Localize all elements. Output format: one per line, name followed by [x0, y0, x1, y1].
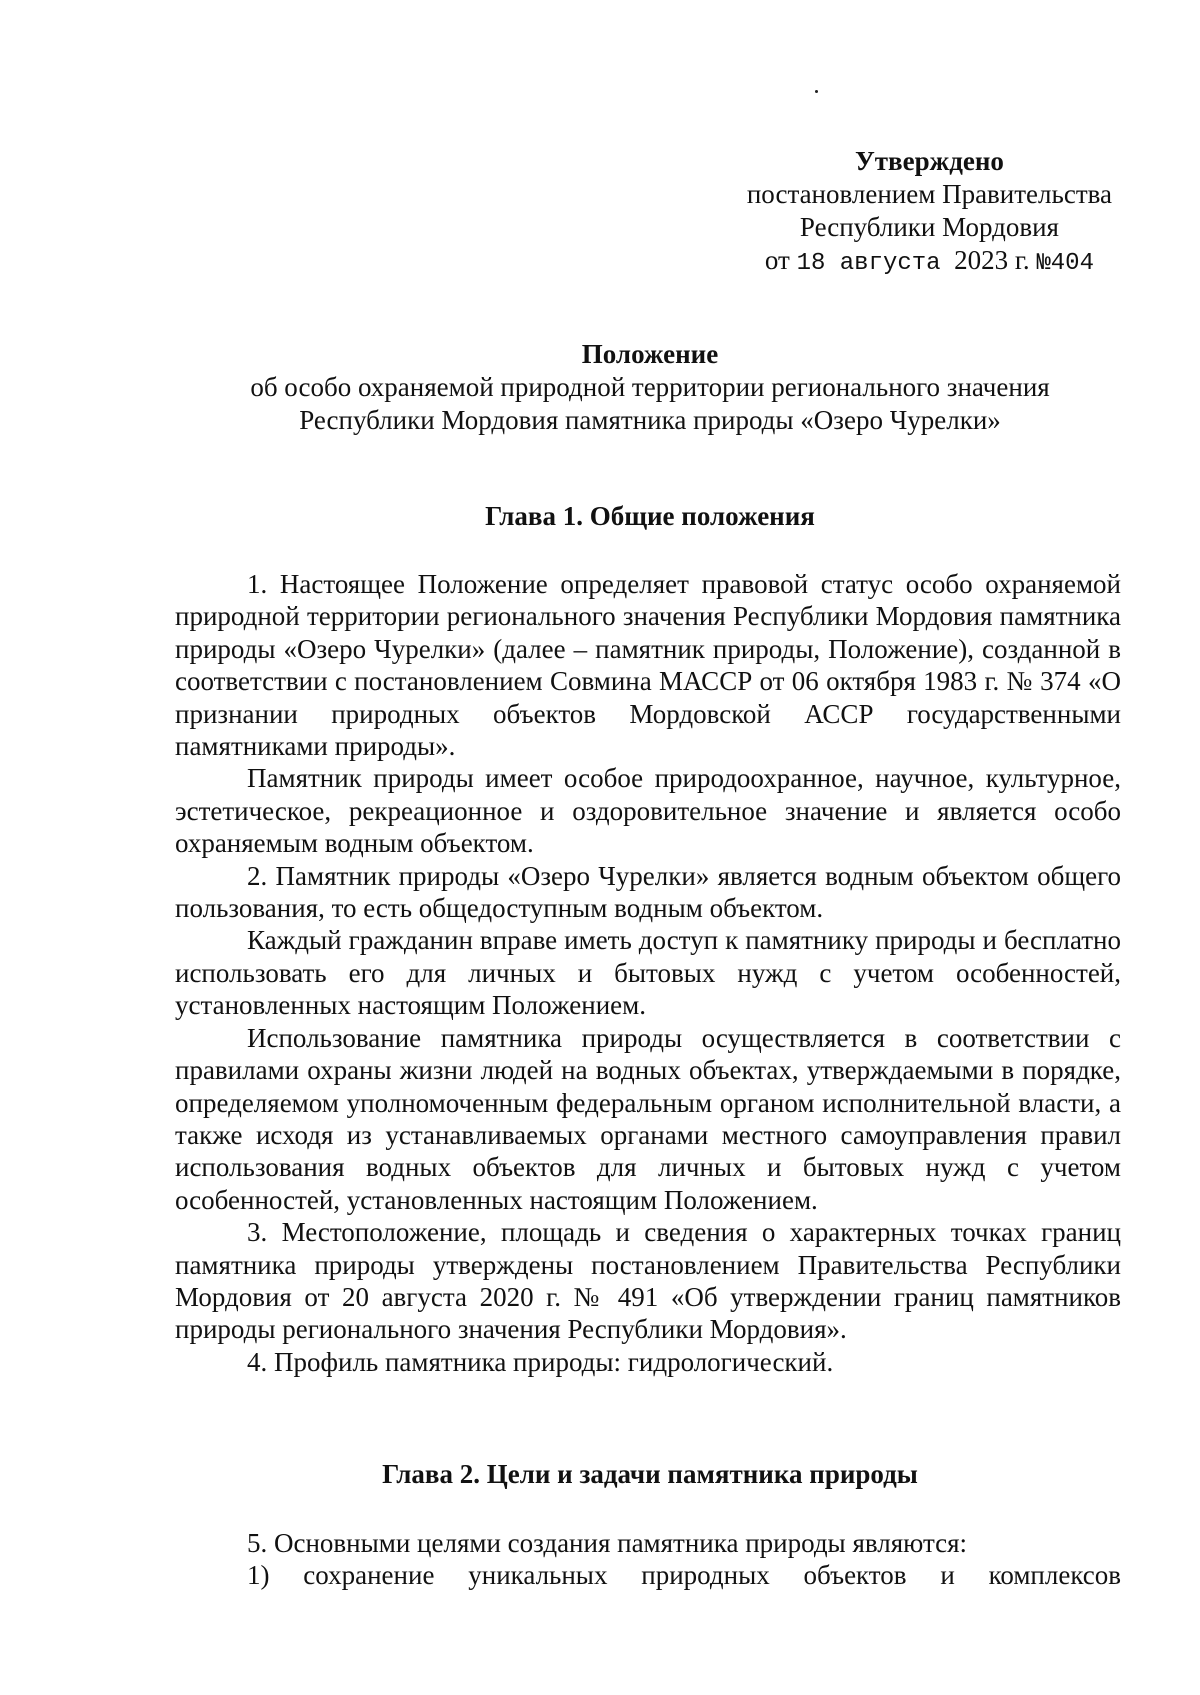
document-title-main: Положение — [581, 339, 719, 369]
approval-date-value: 18 августа — [796, 250, 941, 277]
chapter-2-body — [175, 1527, 1121, 1592]
approval-date-line — [747, 244, 1112, 280]
scan-speck — [815, 90, 818, 93]
approval-date-prefix: от — [764, 245, 790, 275]
document-title-line-2: Республики Мордовия памятника природы «Озеро Чурелки» — [299, 405, 1001, 435]
approval-line-2: Республики Мордовия — [799, 212, 1059, 242]
paragraph: Использование памятника природы осуществляется в соответствии с правилами охраны жизни людей на водных объектах, утверждаемыми в порядке, определяемом уполномоченным федеральным органом исполнительной власти, а также исходя из устанавливаемых органами местного самоуправления правил использования водных объектов для личных и бытовых нужд с учетом особенностей, установленных настоящим Положением. — [175, 1022, 1121, 1215]
document-title-line-1: об особо охраняемой природной территории регионального значения — [250, 372, 1050, 402]
approval-heading: Утверждено — [854, 146, 1004, 176]
paragraph: 1. Настоящее Положение определяет правовой статус особо охраняемой природной территории регионального значения Республики Мордовия памятника природы «Озеро Чурелки» (далее – памятник природы, Положение), созданной в соответствии с постановлением Совмина МАССР от 06 октября 1983 г. № 374 «О признании природных объектов Мордовской АССР государственными памятниками природы». — [175, 569, 1121, 762]
paragraph: 5. Основными целями создания памятника природы являются: — [247, 1528, 967, 1558]
chapter-1-body — [175, 568, 1121, 1378]
paragraph: 3. Местоположение, площадь и сведения о характерных точках границ памятника природы утверждены постановлением Правительства Республики Мордовия от 20 августа 2020 г. № 491 «Об утверждении границ памятников природы регионального значения Республики Мордовия». — [175, 1217, 1121, 1345]
approval-block — [747, 145, 1112, 280]
approval-year: 2023 г. — [954, 245, 1030, 275]
paragraph: 1) сохранение уникальных природных объектов и комплексов — [247, 1560, 1121, 1591]
approval-line-1: постановлением Правительства — [746, 179, 1112, 209]
paragraph: 4. Профиль памятника природы: гидрологический. — [247, 1346, 834, 1377]
approval-number: №404 — [1036, 250, 1094, 277]
paragraph: 2. Памятник природы «Озеро Чурелки» является водным объектом общего пользования, то есть общедоступным водным объектом. — [175, 860, 1121, 924]
chapter-1-heading: Глава 1. Общие положения — [485, 501, 815, 531]
paragraph: Каждый гражданин вправе иметь доступ к памятнику природы и бесплатно использовать его для личных и бытовых нужд с учетом особенностей, установленных настоящим Положением. — [175, 925, 1121, 1021]
document-title — [160, 338, 1140, 437]
chapter-2-heading: Глава 2. Цели и задачи памятника природы — [382, 1459, 918, 1489]
paragraph: Памятник природы имеет особое природоохранное, научное, культурное, эстетическое, рекреационное и оздоровительное значение и является особо охраняемым водным объектом. — [175, 763, 1121, 859]
